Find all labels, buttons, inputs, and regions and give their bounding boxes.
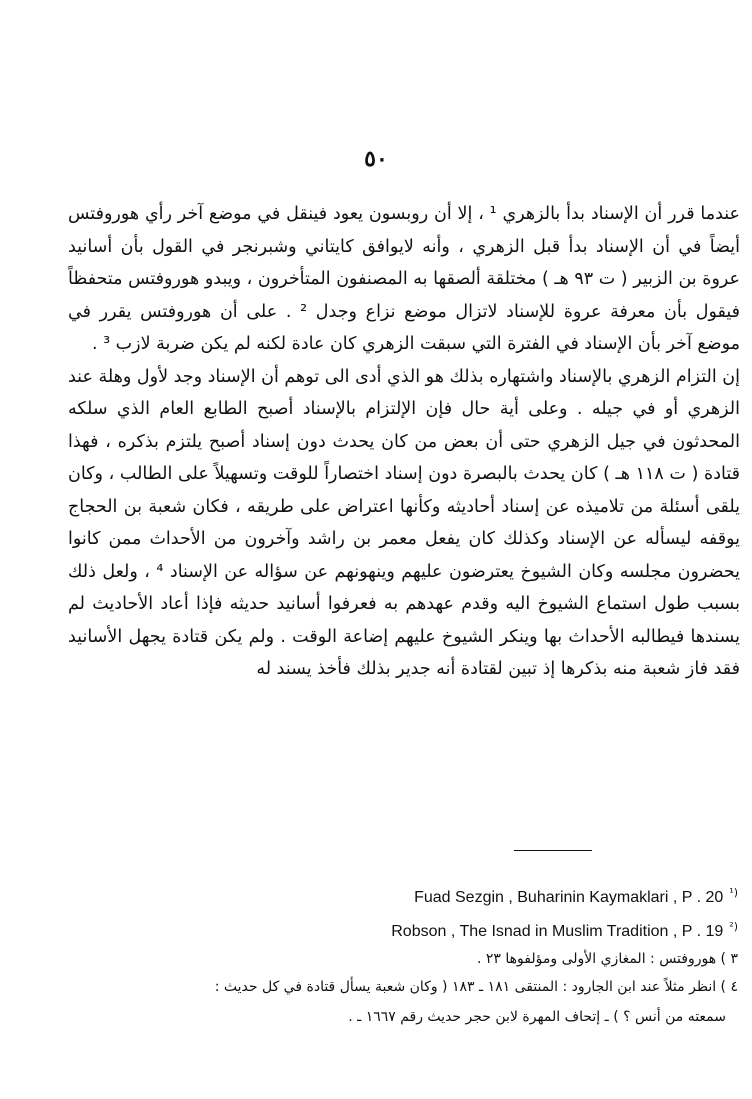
- footnote-separator: [514, 850, 592, 851]
- footnote-2-number: (²: [729, 920, 738, 933]
- footnote-4-continuation: سمعته من أنس ؟ ) ـ إتحاف المهرة لابن حجر حديث رقم ١٦٦٧ ـ .: [348, 1009, 726, 1025]
- footnote-1-text: Fuad Sezgin , Buharinin Kaymaklari , P . 20: [414, 889, 724, 906]
- footnote-2-text: Robson , The Isnad in Muslim Tradition , P . 19: [391, 923, 724, 940]
- footnote-4: ٤ ) انظر مثلاً عند ابن الجارود : المنتقى ١٨١ ـ ١٨٣ ( وكان شعبة يسأل قتادة في كل حديث :: [214, 979, 738, 995]
- footnote-1: [40, 876, 738, 910]
- footnote-1-number: (¹: [729, 886, 738, 899]
- body-text: [68, 198, 740, 686]
- footnote-2: [40, 910, 738, 944]
- page-number: ٥٠: [364, 146, 388, 172]
- paragraph-1: عندما قرر أن الإسناد بدأ بالزهري ¹ ، إلا أن روبسون يعود فينقل في موضع آخر رأي هوروفتس أيضاً في أن الإسناد بدأ قبل الزهري ، وأنه لايوافق كايتاني وشبرنجر في القول بأن أسانيد عروة بن الزبير ( ت ٩٣ هـ ) مختلقة ألصقها به المصنفون المتأخرون ، ويبدو هوروفتس متحفظاً فيقول بأن معرفة عروة للإسناد لاتزال موضع نزاع وجدل ² . على أن هوروفتس يقرر في موضع آخر بأن الإسناد في الفترة التي سبقت الزهري كان عادة لكنه لم يكن ضربة لازب ³ .: [68, 204, 740, 354]
- footnote-3: ٣ ) هوروفتس : المغازي الأولى ومؤلفوها ٢٣ .: [477, 951, 738, 967]
- footnotes: [40, 876, 738, 1032]
- paragraph-2: إن التزام الزهري بالإسناد واشتهاره بذلك هو الذي أدى الى توهم أن الإسناد وجد لأول وهلة عند الزهري أو في جيله . وعلى أية حال فإن الإلتزام بالإسناد أصبح الطابع العام الذي سلكه المحدثون في جيل الزهري حتى أن بعض من كان يحدث دون إسناد أصبح يلتزم بذكره ، فهذا قتادة ( ت ١١٨ هـ ) كان يحدث بالبصرة دون إسناد اختصاراً للوقت وتسهيلاً على الطالب ، وكان يلقى أسئلة من تلاميذه عن إسناد أحاديثه وكأنها اعتراض على طريقه ، فكان شعبة بن الحجاج يوقفه ليسأله عن الإسناد وكذلك كان يفعل معمر بن راشد وآخرون من الأحداث ممن كانوا يحضرون مجلسه وكان الشيوخ يعترضون عليهم وينهونهم عن سؤاله عن الإسناد ⁴ ، ولعل ذلك بسبب طول استماع الشيوخ اليه وقدم عهدهم به فعرفوا أسانيد حديثه فإذا أعاد الأحاديث لم يسندها فيطالبه الأحداث بها وينكر الشيوخ عليهم إضاعة الوقت . ولم يكن قتادة يجهل الأسانيد فقد فاز شعبة منه بذكرها إذ تبين لقتادة أنه جدير بذلك فأخذ يسند له: [68, 366, 740, 679]
